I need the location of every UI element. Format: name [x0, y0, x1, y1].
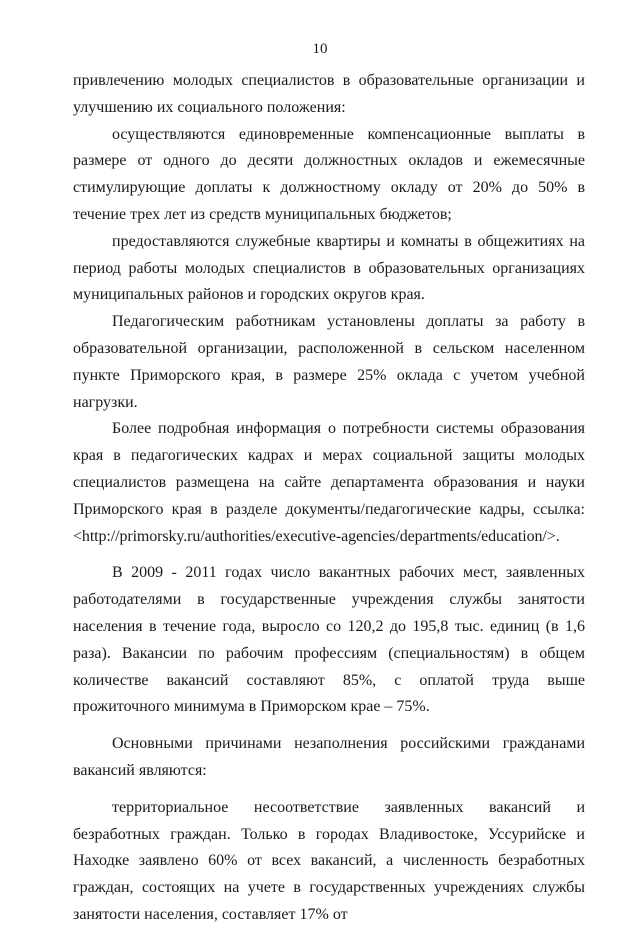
- paragraph-reasons-intro: Основными причинами незаполнения российскими гражданами вакансий являются:: [73, 735, 585, 779]
- paragraph-territorial-mismatch: территориальное несоответствие заявленных вакансий и безработных граждан. Только в городах Владивостоке, Уссурийске и Находке заявлено 60% от всех вакансий, а численность безработных граждан, состоящих на учете в государственных учреждениях службы занятости населения, составляет 17% от: [73, 798, 585, 923]
- paragraph-compensation-payments: осуществляются единовременные компенсационные выплаты в размере от одного до десяти должностных окладов и ежемесячные стимулирующие доплаты к должностному окладу от 20% до 50% в течение трех лет из средств муниципальных бюджетов;: [73, 125, 585, 223]
- document-body: [73, 68, 585, 929]
- paragraph-vacancies-growth: В 2009 - 2011 годах число вакантных рабочих мест, заявленных работодателями в государственные учреждения службы занятости населения в течение года, выросло со 120,2 до 195,8 тыс. единиц (в 1,6 раза). Вакансии по рабочим профессиям (специальностям) в общем количестве вакансий составляют 85%, с оплатой труда выше прожиточного минимума в Приморском крае – 75%.: [73, 564, 585, 716]
- document-link: <http://primorsky.ru/authorities/executive-agencies/departments/education/>.: [73, 527, 560, 545]
- page-number: 10: [312, 41, 328, 57]
- paragraph-rural-allowance: Педагогическим работникам установлены доплаты за работу в образовательной организации, расположенной в сельском населенном пункте Приморского края, в размере 25% оклада с учетом учебной нагрузки.: [73, 313, 585, 411]
- paragraph-housing: предоставляются служебные квартиры и комнаты в общежитиях на период работы молодых специалистов в образовательных организациях муниципальных районов и городских округов края.: [73, 232, 585, 304]
- paragraph-continuation: привлечению молодых специалистов в образовательные организации и улучшению их социального положения:: [73, 72, 585, 116]
- paragraph-more-info: Более подробная информация о потребности системы образования края в педагогических кадрах и мерах социальной защиты молодых специалистов размещена на сайте департамента образования и науки Приморского края в разделе документы/педагогические кадры, ссылка:: [73, 420, 585, 518]
